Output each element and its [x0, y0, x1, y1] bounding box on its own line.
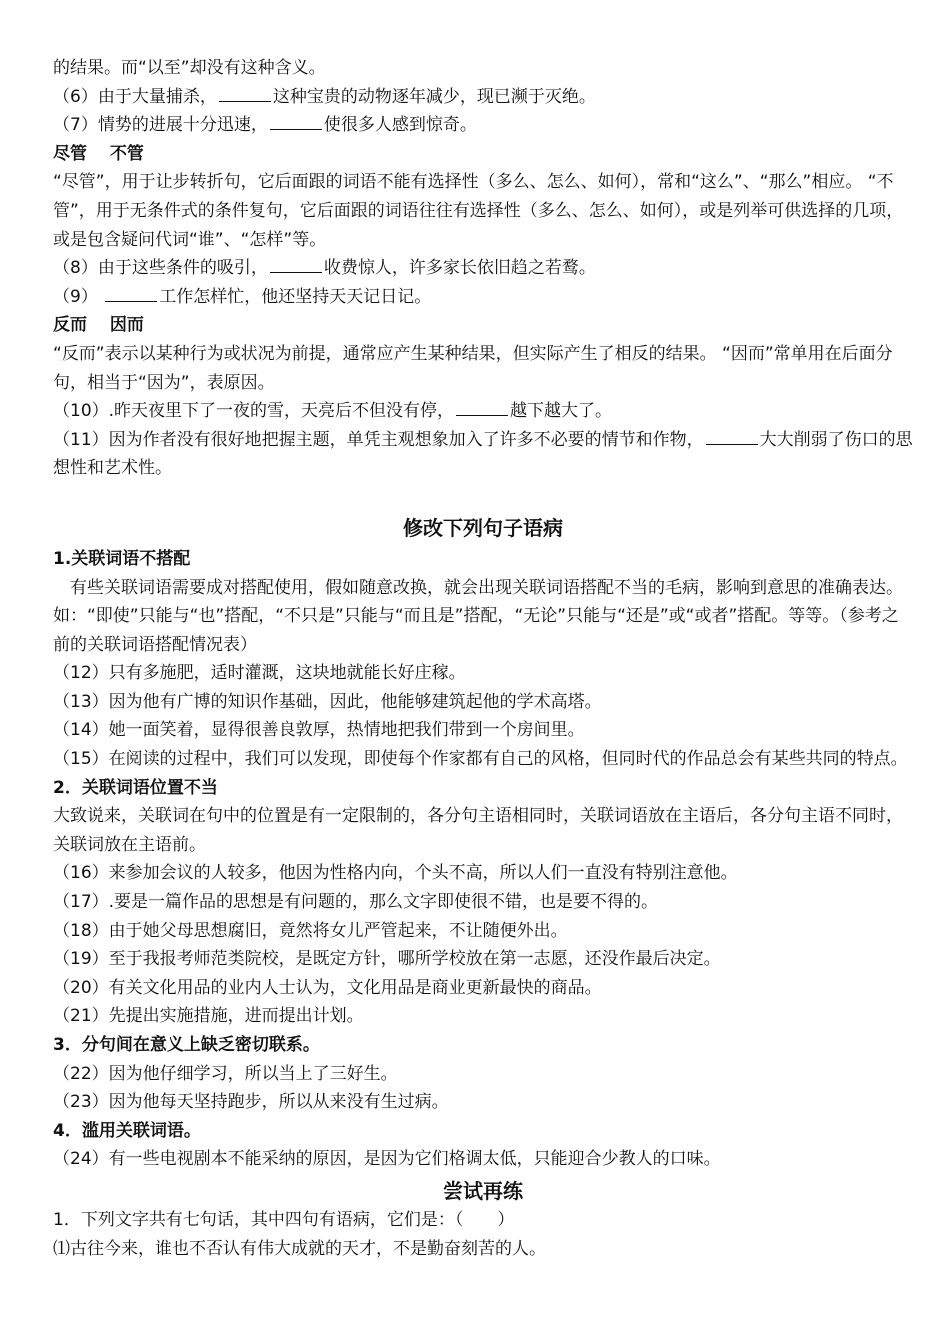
question-22: （22）因为他仔细学习，所以当上了三好生。 — [53, 1063, 398, 1084]
answer-blank[interactable] — [270, 258, 322, 273]
question-9 — [53, 283, 913, 312]
question-11 — [53, 426, 913, 483]
question-17: （17）.要是一篇作品的思想是有问题的，那么文字即使很不错，也是要不得的。 — [53, 892, 659, 913]
question-text: （6）由于大量捕杀， — [53, 86, 217, 107]
section-2-paragraph: 大致说来，关联词在句中的位置是有一定限制的，各分句主语相同时，关联词语放在主语后，各分句主语不同时，关联词放在主语前。 — [53, 806, 903, 855]
answer-blank[interactable] — [456, 401, 508, 416]
question-text: （7）情势的进展十分迅速， — [53, 115, 268, 136]
section-1-paragraph: 有些关联词语需要成对搭配使用，假如随意改换，就会出现关联词语搭配不当的毛病，影响到意思的准确表达。如：“即使”只能与“也”搭配，“不只是”只能与“而且是”搭配，“无论”只能与“还是”或“或者”搭配。等等。（参考之前的关联词语搭配情况表） — [53, 577, 903, 655]
question-24: （24）有一些电视剧本不能采纳的原因，是因为它们格调太低，只能迎合少教人的口味。 — [53, 1149, 721, 1170]
document-page — [53, 54, 913, 1263]
heading-jinguan-buguan: 尽管 不管 — [53, 143, 144, 164]
text-line: 的结果。而“以至”却没有这种含义。 — [53, 58, 326, 78]
exercise-1-item-1: ⑴古往今来，谁也不否认有伟大成就的天才，不是勤奋刻苦的人。 — [53, 1238, 546, 1259]
paragraph-jinguan: “尽管”，用于让步转折句，它后面跟的词语不能有选择性（多么、怎么、如何），常和“这么”、“那么”相应。 “不管”，用于无条件式的条件复句，它后面跟的词语往往有选择性（多么、怎么、如何），或是列举可供选择的几项，或是包含疑问代词“谁”、“怎样”等。 — [53, 172, 904, 250]
question-text: 大大削弱了伤口的思想性和艺术性。 — [53, 429, 913, 479]
exercise-1: 1．下列文字共有七句话，其中四句有语病，它们是：（ ） — [53, 1209, 515, 1230]
answer-blank[interactable] — [706, 430, 758, 445]
question-19: （19）至于我报考师范类院校，是既定方针，哪所学校放在第一志愿，还没作最后决定。 — [53, 949, 721, 970]
question-text: 这种宝贵的动物逐年减少，现已濒于灭绝。 — [272, 86, 596, 107]
heading-faner-yiner: 反而 因而 — [53, 315, 144, 336]
answer-blank[interactable] — [270, 115, 322, 130]
question-7 — [53, 111, 913, 140]
answer-blank[interactable] — [105, 287, 157, 302]
question-text: 使很多人感到惊奇。 — [323, 115, 477, 136]
section-title-correct-errors: 修改下列句子语病 — [403, 515, 563, 540]
section-heading-2: 2．关联词语位置不当 — [53, 777, 218, 798]
question-10 — [53, 397, 913, 426]
question-21: （21）先提出实施措施，进而提出计划。 — [53, 1006, 364, 1027]
question-text: （11）因为作者没有很好地把握主题，单凭主观想象加入了许多不必要的情节和作物， — [53, 429, 704, 450]
question-8 — [53, 254, 913, 283]
section-heading-4: 4．滥用关联词语。 — [53, 1120, 201, 1141]
question-15: （15）在阅读的过程中，我们可以发现，即使每个作家都有自己的风格，但同时代的作品总会有某些共同的特点。 — [53, 749, 908, 770]
question-6 — [53, 83, 913, 112]
question-text: （8）由于这些条件的吸引， — [53, 258, 268, 279]
question-20: （20）有关文化用品的业内人士认为，文化用品是商业更新最快的商品。 — [53, 977, 602, 998]
question-12: （12）只有多施肥，适时灌溉，这块地就能长好庄稼。 — [53, 663, 466, 684]
section-heading-1: 1.关联词语不搭配 — [53, 548, 191, 569]
answer-blank[interactable] — [219, 87, 271, 102]
question-14: （14）她一面笑着，显得很善良敦厚，热情地把我们带到一个房间里。 — [53, 720, 585, 741]
question-text: （9） — [53, 286, 104, 307]
question-18: （18）由于她父母思想腐旧，竟然将女儿严管起来，不让随便外出。 — [53, 920, 568, 941]
question-text: 越下越大了。 — [510, 401, 613, 422]
question-text: 收费惊人，许多家长依旧趋之若鹜。 — [323, 258, 596, 279]
question-text: （10）.昨天夜里下了一夜的雪，天亮后不但没有停， — [53, 401, 455, 422]
section-heading-3: 3．分句间在意义上缺乏密切联系。 — [53, 1035, 320, 1055]
section-title-practice: 尝试再练 — [443, 1178, 523, 1203]
question-23: （23）因为他每天坚持跑步，所以从来没有生过病。 — [53, 1092, 449, 1113]
question-16: （16）来参加会议的人较多，他因为性格内向，个头不高，所以人们一直没有特别注意他。 — [53, 863, 738, 884]
question-text: 工作怎样忙，他还坚持天天记日记。 — [159, 286, 432, 307]
question-13: （13）因为他有广博的知识作基础，因此，他能够建筑起他的学术高塔。 — [53, 691, 602, 712]
paragraph-faner: “反而”表示以某种行为或状况为前提，通常应产生某种结果，但实际产生了相反的结果。 “因而”常单用在后面分句，相当于“因为”，表原因。 — [53, 343, 893, 393]
